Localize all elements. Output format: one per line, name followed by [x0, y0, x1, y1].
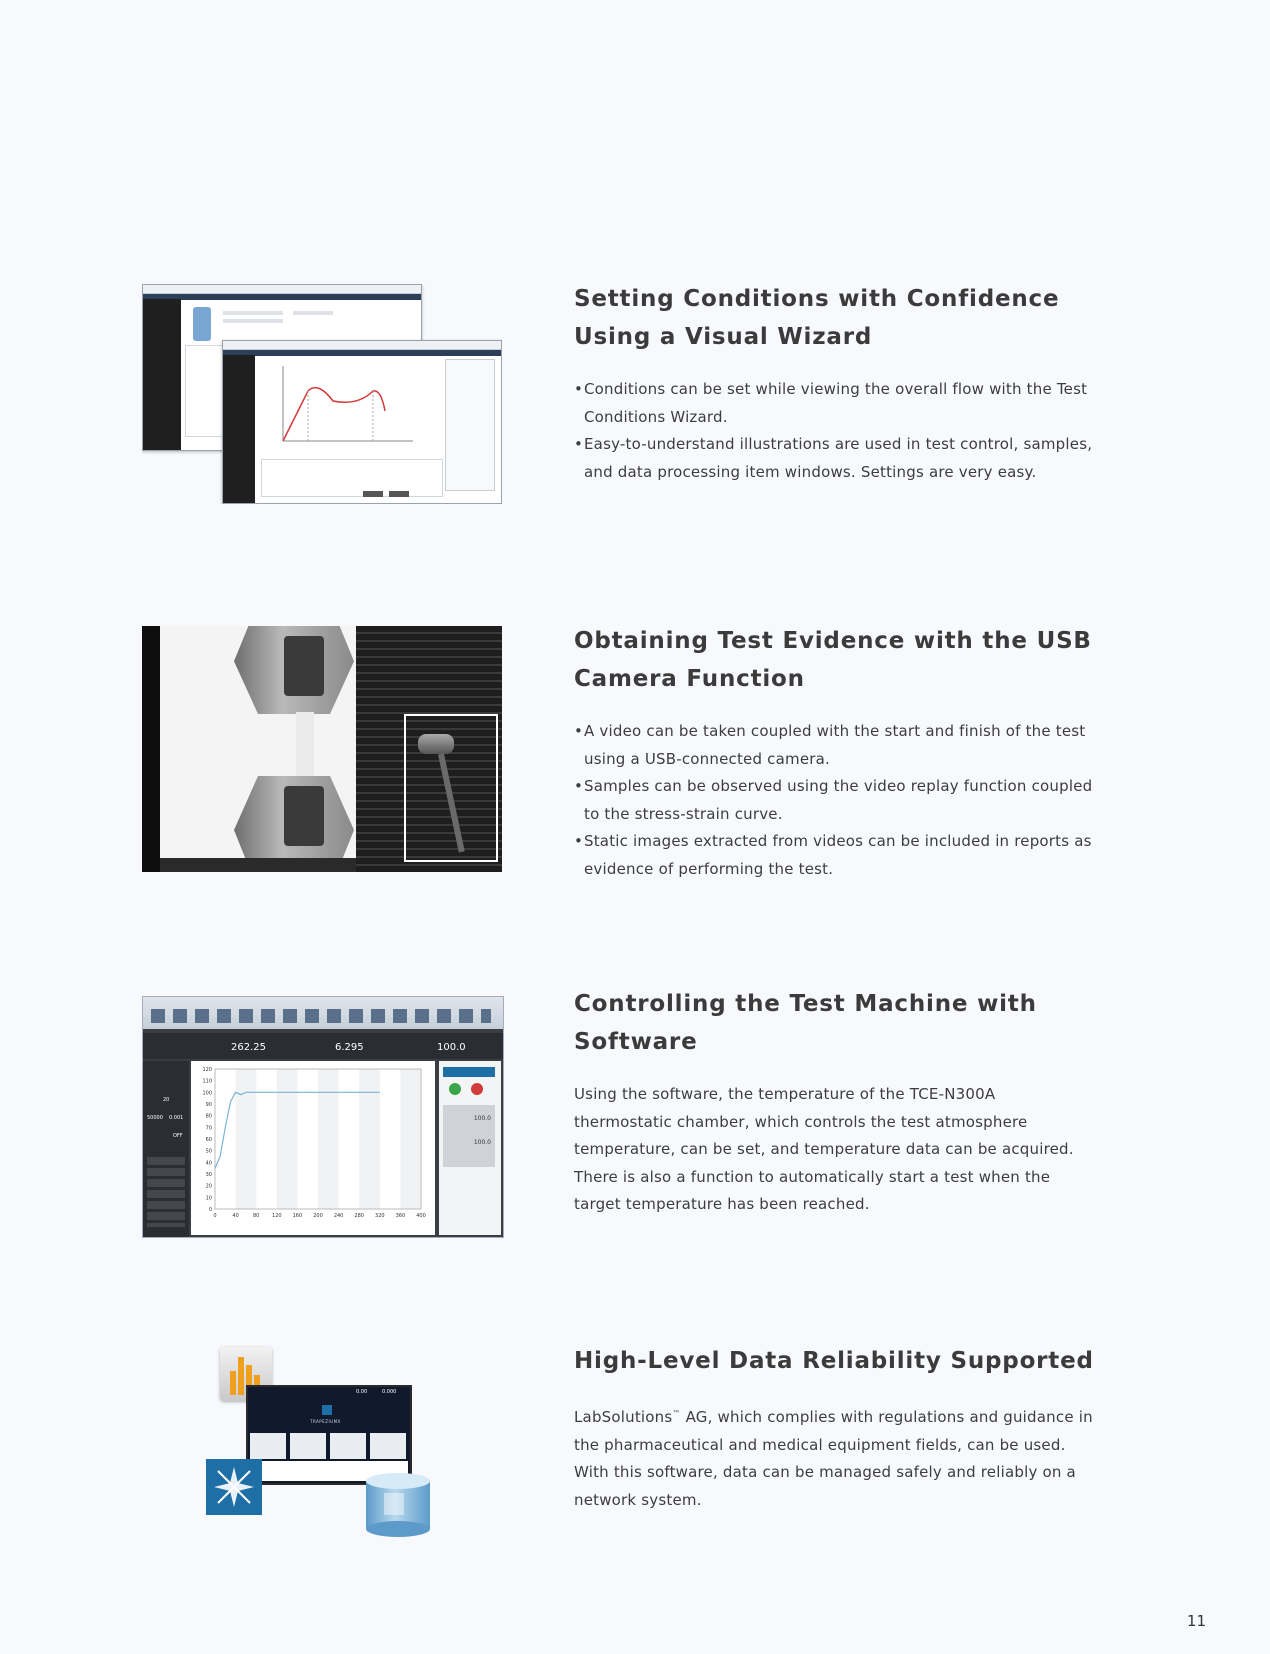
temperature-chart	[191, 1061, 435, 1235]
bullet-list	[574, 718, 1094, 883]
side-value: 50000	[147, 1115, 163, 1121]
software-side-panel	[143, 1061, 189, 1237]
wizard-window-front	[222, 340, 502, 504]
software-screenshot	[142, 996, 504, 1238]
wizard-screenshot	[142, 284, 502, 504]
wizard-stress-strain-illustration	[263, 361, 423, 451]
x-tick-label: 160	[292, 1213, 303, 1219]
heading-visual-wizard: Setting Conditions with Confidence Using a Visual Wizard	[574, 286, 1060, 350]
x-tick-label: 80	[253, 1213, 260, 1219]
chart-band	[400, 1069, 421, 1209]
x-tick-label: 280	[354, 1213, 364, 1219]
paragraph-text: LabSolutions	[574, 1408, 673, 1426]
chart-band	[318, 1069, 339, 1209]
body-paragraph	[574, 1400, 1094, 1514]
page-number: 11	[1186, 1612, 1206, 1630]
stop-button-icon[interactable]	[471, 1083, 483, 1095]
start-button-icon[interactable]	[449, 1083, 461, 1095]
y-tick-label: 100	[202, 1090, 212, 1097]
y-tick-label: 50	[205, 1148, 212, 1155]
y-tick-label: 10	[205, 1195, 212, 1202]
camera-photo	[142, 626, 502, 872]
trapezium-screen	[246, 1385, 412, 1485]
y-tick-label: 120	[202, 1067, 212, 1073]
bullet-item: • Static images extracted from videos can be included in reports as evidence of performing the test.	[574, 828, 1094, 883]
bullet-item: • Samples can be observed using the video replay function coupled to the stress-strain curve.	[574, 773, 1094, 828]
y-tick-label: 0	[208, 1207, 212, 1213]
chart-band	[236, 1069, 257, 1209]
readout-strip	[143, 1033, 503, 1059]
side-value: 0.001	[169, 1115, 184, 1121]
x-tick-label: 320	[375, 1213, 385, 1219]
heading-usb-camera: Obtaining Test Evidence with the USB Camera Function	[574, 628, 1092, 692]
temperature-chart-area	[191, 1061, 435, 1235]
x-tick-label: 40	[232, 1213, 239, 1219]
body-paragraph: Using the software, the temperature of the TCE-N300A thermostatic chamber, which controls the test atmosphere temperature, can be set, and temperature data can be acquired. There is also a function to automatically start a test when the target temperature has been reached.	[574, 1085, 1074, 1213]
y-tick-label: 90	[205, 1102, 212, 1108]
chart-band	[359, 1069, 380, 1209]
readout-value: 0.000	[382, 1389, 397, 1395]
bullet-item: • Conditions can be set while viewing the overall flow with the Test Conditions Wizard.	[574, 376, 1094, 431]
y-tick-label: 80	[205, 1113, 212, 1120]
heading-data-reliability: High-Level Data Reliability Supported	[574, 1348, 1094, 1374]
readout-value: 6.295	[335, 1042, 364, 1053]
side-value: OFF	[173, 1133, 183, 1139]
usb-camera	[418, 734, 454, 754]
bullet-list	[574, 376, 1094, 486]
y-tick-label: 20	[205, 1183, 212, 1190]
trademark-symbol: ™	[672, 1409, 681, 1418]
x-tick-label: 360	[395, 1213, 406, 1219]
x-tick-label: 200	[313, 1213, 323, 1219]
paragraph-text: AG, which complies with regulations and guidance in the pharmaceutical and medical equipment fields, can be used. With this software, data can be managed safely and reliably on a network system.	[574, 1408, 1093, 1509]
database-icon	[366, 1473, 430, 1535]
x-tick-label: 400	[416, 1213, 426, 1219]
reliability-illustration	[200, 1345, 500, 1541]
bullet-item: • A video can be taken coupled with the start and finish of the test using a USB-connected camera.	[574, 718, 1094, 773]
trapezium-logo-icon	[322, 1405, 332, 1415]
x-tick-label: 240	[333, 1213, 344, 1219]
readout-value: 262.25	[231, 1042, 266, 1053]
labsolutions-logo-icon	[206, 1459, 262, 1515]
readout-value: 100.0	[437, 1042, 466, 1053]
app-title: TRAPEZIUMX	[310, 1419, 341, 1424]
y-tick-label: 60	[205, 1137, 212, 1143]
software-toolbar	[143, 997, 503, 1029]
y-tick-label: 30	[205, 1172, 212, 1178]
side-value: 20	[163, 1097, 170, 1103]
chart-band	[277, 1069, 298, 1209]
software-right-panel	[439, 1061, 501, 1235]
x-tick-label: 0	[213, 1213, 217, 1219]
right-value: 100.0	[473, 1115, 491, 1122]
y-tick-label: 40	[205, 1160, 212, 1167]
readout-value: 0.00	[356, 1389, 368, 1395]
y-tick-label: 110	[202, 1078, 212, 1085]
y-tick-label: 70	[205, 1125, 212, 1132]
specimen	[296, 712, 314, 782]
x-tick-label: 120	[272, 1213, 282, 1219]
right-value: 100.0	[473, 1139, 491, 1146]
heading-software-control: Controlling the Test Machine with Software	[574, 991, 1037, 1055]
bullet-item: • Easy-to-understand illustrations are used in test control, samples, and data processing item windows. Settings are very easy.	[574, 431, 1094, 486]
